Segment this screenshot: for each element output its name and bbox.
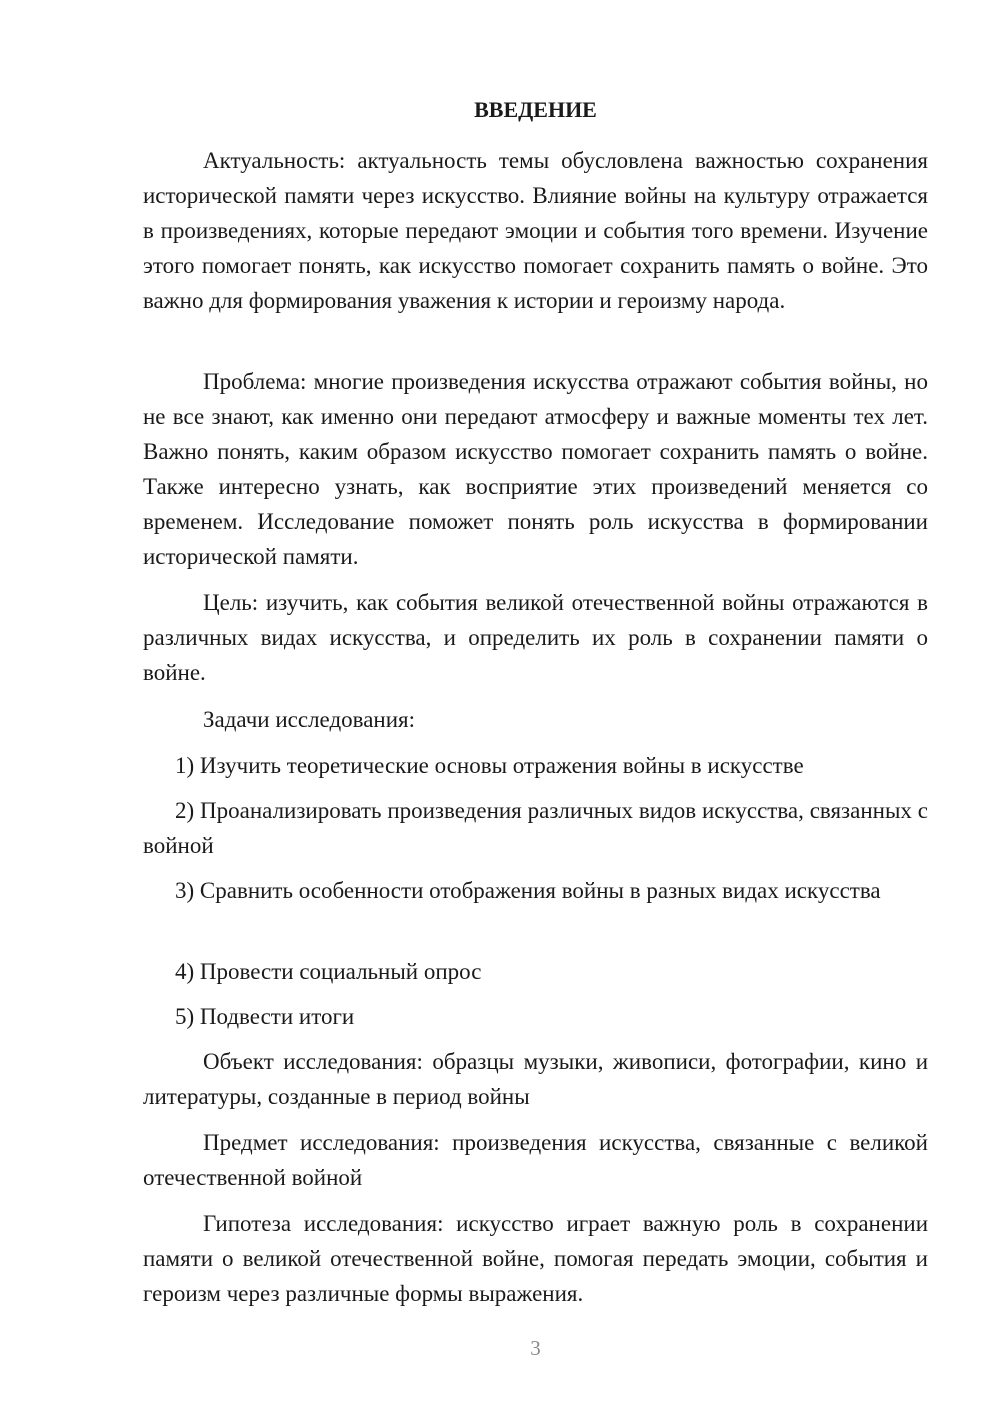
document-page — [143, 0, 928, 1414]
list-item-task-3: 3) Сравнить особенности отображения войны в разных видах искусства — [175, 878, 881, 903]
paragraph-relevance: Актуальность: актуальность темы обусловлена важностью сохранения исторической памяти через искусство. Влияние войны на культуру отражается в произведениях, которые передают эмоции и события того времени. Изучение этого помогает понять, как искусство помогает сохранить память о войне. Это важно для формирования уважения к истории и героизму народа. — [143, 148, 928, 313]
list-item-task-4: 4) Провести социальный опрос — [175, 959, 482, 984]
page-number: 3 — [530, 1336, 541, 1360]
list-item-task-2: 2) Проанализировать произведения различных видов искусства, связанных с войной — [143, 798, 928, 858]
paragraph-hypothesis: Гипотеза исследования: искусство играет важную роль в сохранении памяти о великой отечественной войне, помогая передать эмоции, события и героизм через различные формы выражения. — [143, 1211, 928, 1306]
list-item-task-1: 1) Изучить теоретические основы отражения войны в искусстве — [175, 753, 804, 778]
page-title: ВВЕДЕНИЕ — [474, 97, 597, 122]
paragraph-tasks-heading: Задачи исследования: — [203, 707, 416, 732]
list-item-task-5: 5) Подвести итоги — [175, 1004, 355, 1029]
paragraph-subject: Предмет исследования: произведения искусства, связанные с великой отечественной войной — [143, 1130, 928, 1190]
paragraph-goal: Цель: изучить, как события великой отечественной войны отражаются в различных видах искусства, и определить их роль в сохранении памяти о войне. — [143, 590, 928, 685]
paragraph-problem: Проблема: многие произведения искусства отражают события войны, но не все знают, как именно они передают атмосферу и важные моменты тех лет. Важно понять, каким образом искусство помогает сохранить память о войне. Также интересно узнать, как восприятие этих произведений меняется со временем. Исследование поможет понять роль искусства в формировании исторической памяти. — [143, 369, 928, 569]
paragraph-object: Объект исследования: образцы музыки, живописи, фотографии, кино и литературы, созданные в период войны — [143, 1049, 928, 1109]
